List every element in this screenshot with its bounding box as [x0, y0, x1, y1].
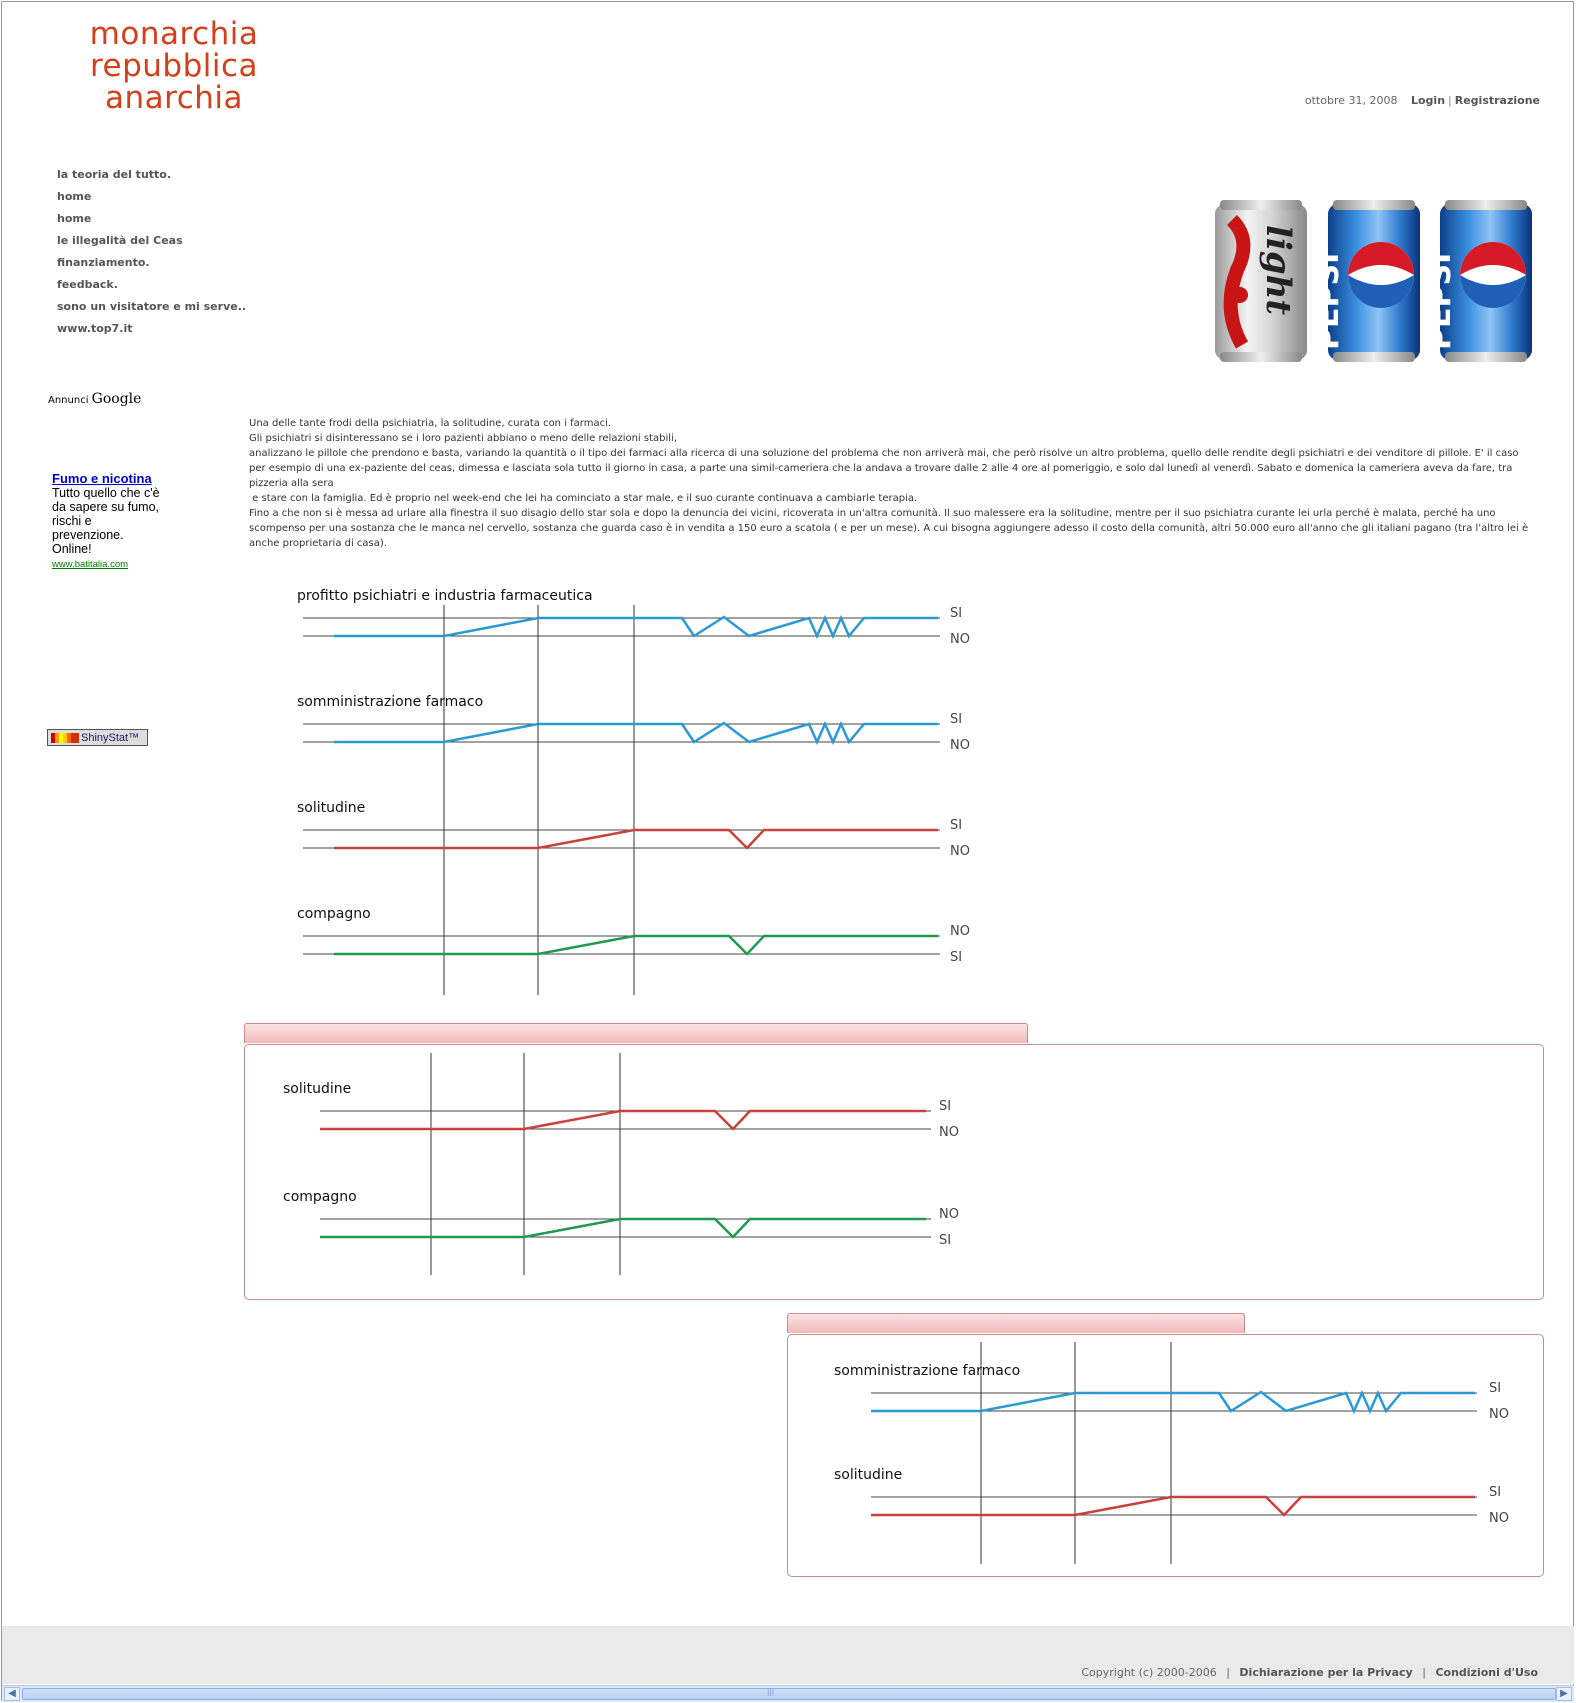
signal-line-blue: [334, 617, 938, 636]
svg-text:light: light: [1258, 225, 1298, 316]
row-label: compagno: [283, 1189, 357, 1205]
level-label-top: SI: [1489, 1485, 1502, 1500]
section-tab-2: [787, 1313, 1245, 1333]
level-label-bottom: NO: [939, 1125, 959, 1140]
signal-line-red: [334, 830, 938, 848]
nav-item-home[interactable]: home: [57, 190, 92, 203]
row-label: somministrazione farmaco: [834, 1363, 1021, 1379]
pepsi-can-1: [1311, 200, 1420, 362]
level-label-bottom: SI: [939, 1233, 952, 1248]
terms-link[interactable]: Condizioni d'Uso: [1435, 1666, 1538, 1679]
site-logo[interactable]: [54, 18, 294, 114]
nav-item-visitatore[interactable]: sono un visitatore e mi serve..: [57, 300, 247, 313]
separator: |: [1226, 1666, 1230, 1679]
svg-text:PEPSI: PEPSI: [1423, 252, 1458, 350]
row-label: compagno: [297, 906, 371, 922]
level-label-bottom: NO: [950, 844, 970, 859]
shinystat-label: ShinyStat™: [81, 732, 140, 744]
coca-cola-light-can: [1215, 200, 1307, 362]
level-label-top: SI: [1489, 1381, 1502, 1396]
level-label-top: SI: [950, 818, 963, 833]
ad-url-link[interactable]: www.batitalia.com: [52, 559, 129, 570]
signal-line-green: [320, 1219, 926, 1237]
signal-line-red: [871, 1497, 1475, 1515]
level-label-bottom: NO: [950, 632, 970, 647]
article-body: [249, 416, 1536, 551]
register-link[interactable]: Registrazione: [1454, 94, 1540, 107]
level-label-top: SI: [950, 606, 963, 621]
row-label: solitudine: [297, 800, 366, 816]
diagram-farmaco-solitudine: [827, 1342, 1542, 1567]
logo-line-1: monarchia: [89, 16, 259, 52]
horizontal-scrollbar[interactable]: [2, 1685, 1574, 1702]
privacy-link[interactable]: Dichiarazione per la Privacy: [1239, 1666, 1413, 1679]
article-line-2: Gli psichiatri si disinteressano se i loro pazienti abbiano o meno delle relazioni stabili,: [249, 433, 678, 444]
footer: [2, 1626, 1574, 1684]
google-ads-label[interactable]: [48, 391, 141, 407]
diagram-solitudine-compagno: [276, 1053, 976, 1278]
scrollbar-thumb[interactable]: [22, 1688, 1556, 1700]
row-label: profitto psichiatri e industria farmaceutica: [297, 588, 593, 604]
row-label: solitudine: [283, 1081, 352, 1097]
row-label: solitudine: [834, 1467, 903, 1483]
sidebar-nav: [57, 168, 246, 344]
nav-item-top7[interactable]: www.top7.it: [57, 322, 133, 335]
level-label-top: NO: [939, 1207, 959, 1222]
ad-body: Tutto quello che c'è da sapere su fumo, rischi e prevenzione. Online!: [52, 486, 160, 556]
nav-item-home-2[interactable]: home: [57, 212, 92, 225]
article-line-4: e stare con la famiglia. Ed è proprio nel week-end che lei ha cominciato a star male, e il suo curante continuava a cambiarle terapia.: [249, 493, 918, 504]
nav-item-finanziamento[interactable]: finanziamento.: [57, 256, 150, 269]
svg-text:PEPSI: PEPSI: [1311, 252, 1346, 350]
pepsi-can-2: [1423, 200, 1532, 362]
signal-line-blue: [334, 723, 938, 742]
copyright-text: Copyright (c) 2000-2006: [1081, 1666, 1217, 1679]
scrollbar-grip-icon: |||: [767, 1688, 775, 1696]
nav-item-illegalita[interactable]: le illegalità del Ceas: [57, 234, 183, 247]
scroll-left-icon[interactable]: ◀: [4, 1687, 20, 1701]
signal-line-blue: [871, 1392, 1475, 1411]
article-line-1: Una delle tante frodi della psichiatria, la solitudine, curata con i farmaci.: [249, 418, 612, 429]
article-line-5: Fino a che non si è messa ad urlare alla finestra il suo disagio dello star sola e dopo la denuncia dei vicini, ricoverata in un'altra comunità. Il suo malessere era la solitudine, mentre per il suo psichiatra curante lei urla perché è malata, perché ha uno scompenso per una sostanza che le manca nel cervello, sostanza che guarda caso è in vendita a 150 euro a scatola ( e per un mese). A cui bisogna aggiungere adesso il costo della comunità, altri 50.000 euro all'anno che gli italiani pagano (tra l'altro lei è anche proprietaria di casa).: [249, 508, 1529, 549]
nav-item-feedback[interactable]: feedback.: [57, 278, 118, 291]
shinystat-counter[interactable]: [47, 729, 148, 746]
signal-line-red: [320, 1111, 926, 1129]
section-tab-1: [244, 1023, 1028, 1043]
level-label-top: NO: [950, 924, 970, 939]
level-label-bottom: SI: [950, 950, 963, 965]
level-label-bottom: NO: [1489, 1407, 1509, 1422]
header-date: ottobre 31, 2008: [1304, 94, 1398, 107]
ads-label-text: Annunci: [48, 395, 89, 406]
logo-line-2: repubblica: [89, 48, 259, 84]
shinystat-bars-icon: [51, 733, 79, 743]
article-line-3: analizzano le pillole che prendono e basta, variando la quantità o il tipo dei farmaci alla ricerca di una soluzione del problema che non arriverà mai, che però risolve un altro problema, quello delle rendite degli psichiatri e dei venditore di pillole. E' il caso per esempio di una ex-paziente del ceas, dimessa e lasciata sola tutto il giorno in casa, a parte una simil-cameriera che la andava a trovare dalle 2 alle 4 ore al pomeriggio, e solo dal lunedì al venerdì. Sabato e domenica la cameriera aveva da fare, tra pizzeria alla sera: [249, 448, 1519, 489]
login-link[interactable]: Login: [1410, 94, 1446, 107]
level-label-top: SI: [939, 1099, 952, 1114]
ad-title-link[interactable]: Fumo e nicotina: [52, 471, 152, 486]
logo-line-3: anarchia: [104, 80, 243, 116]
row-label: somministrazione farmaco: [297, 694, 484, 710]
soda-cans-image: [1212, 200, 1538, 365]
scroll-right-icon[interactable]: ▶: [1556, 1687, 1572, 1701]
header-user-bar: [1305, 94, 1540, 107]
separator: |: [1448, 94, 1452, 107]
signal-line-green: [334, 936, 938, 954]
google-logo: Google: [91, 391, 142, 407]
ad-unit: [52, 472, 162, 572]
separator: |: [1422, 1666, 1426, 1679]
level-label-top: SI: [950, 712, 963, 727]
nav-item-teoria[interactable]: la teoria del tutto.: [57, 168, 172, 181]
diagram-main: [290, 580, 1000, 995]
level-label-bottom: NO: [1489, 1511, 1509, 1526]
level-label-bottom: NO: [950, 738, 970, 753]
footer-links: [1081, 1666, 1538, 1679]
